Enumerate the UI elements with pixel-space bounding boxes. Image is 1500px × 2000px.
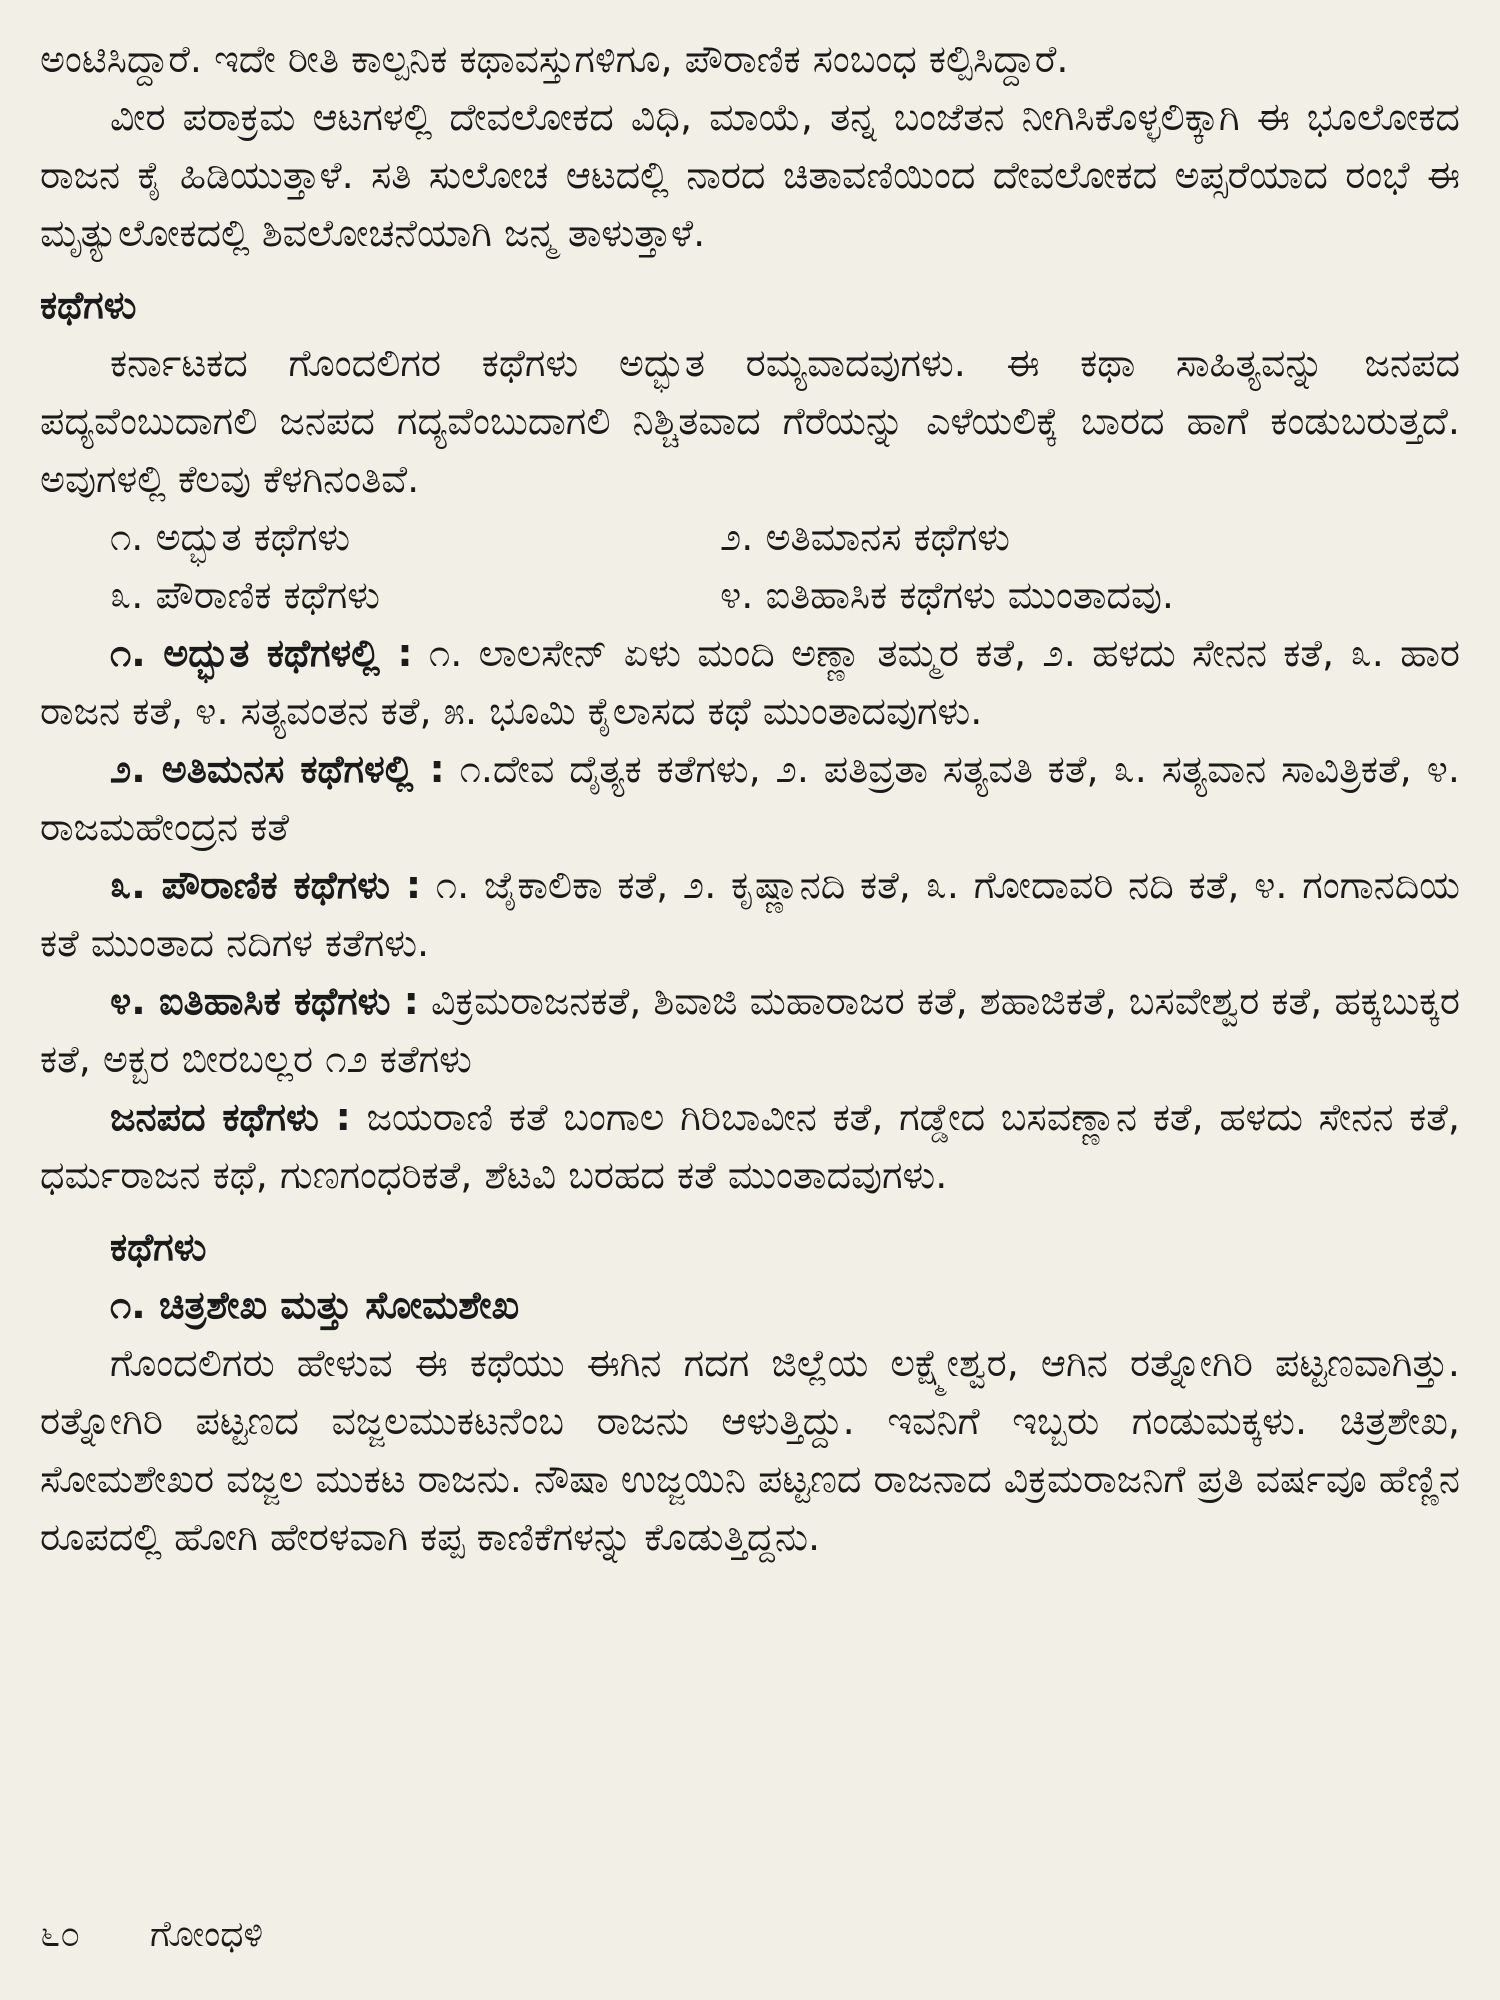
- subsection-body: ೧.ದೇವ ದೈತ್ಯಕ ಕತೆಗಳು, ೨. ಪತಿವ್ರತಾ ಸತ್ಯವತಿ ಕತೆ, ೩. ಸತ್ಯವಾನ ಸಾವಿತ್ರಿಕತೆ, ೪. ರಾಜಮಹೇಂದ್ರನ ಕತೆ: [40, 747, 1460, 849]
- subsection-lead: ೩. ಪೌರಾಣಿಕ ಕಥೆಗಳು :: [110, 863, 422, 907]
- page-number: ೬೦: [40, 1914, 81, 1955]
- book-page: [40, 30, 1460, 1960]
- subsection-janapada: [40, 1088, 1460, 1204]
- subsection-body: ವಿಕ್ರಮರಾಜನಕತೆ, ಶಿವಾಜಿ ಮಹಾರಾಜರ ಕತೆ, ಶಹಾಜಿಕತೆ, ಬಸವೇಶ್ವರ ಕತೆ, ಹಕ್ಕಬುಕ್ಕರ ಕತೆ, ಅಕ್ಬರ ಬೀರಬಲ್ಲರ ೧೨ ಕತೆಗಳು: [40, 979, 1460, 1081]
- subsection-body: ೧. ಜೈಕಾಲಿಕಾ ಕತೆ, ೨. ಕೃಷ್ಣಾನದಿ ಕತೆ, ೩. ಗೋದಾವರಿ ನದಿ ಕತೆ, ೪. ಗಂಗಾನದಿಯ ಕತೆ ಮುಂತಾದ ನದಿಗಳ ಕತೆಗಳು.: [40, 863, 1460, 965]
- subsection-lead: ಜನಪದ ಕಥೆಗಳು :: [110, 1095, 351, 1139]
- story-type-list: [40, 508, 1460, 624]
- subsection-body: ೧. ಲಾಲಸೇನ್ ಏಳು ಮಂದಿ ಅಣ್ಣಾ ತಮ್ಮರ ಕತೆ, ೨. ಹಳದು ಸೇನನ ಕತೆ, ೩. ಹಾರ ರಾಜನ ಕತೆ, ೪. ಸತ್ಯವಂತನ ಕತೆ, ೫. ಭೂಮಿ ಕೈಲಾಸದ ಕಥೆ ಮುಂತಾದವುಗಳು.: [40, 631, 1460, 733]
- running-title: ಗೋಂಧಳಿ: [150, 1914, 264, 1955]
- list-item: ೨. ಅತಿಮಾನಸ ಕಥೆಗಳು: [720, 515, 1011, 559]
- list-item: ೩. ಪೌರಾಣಿಕ ಕಥೆಗಳು: [110, 573, 380, 617]
- section-heading-kathegalu-2: ಕಥೆಗಳು: [110, 1225, 207, 1269]
- paragraph-vira-parakrama: ವೀರ ಪರಾಕ್ರಮ ಆಟಗಳಲ್ಲಿ ದೇವಲೋಕದ ವಿಧಿ, ಮಾಯೆ, ತನ್ನ ಬಂಜೆತನ ನೀಗಿಸಿಕೊಳ್ಳಲಿಕ್ಕಾಗಿ ಈ ಭೂಲೋಕದ ರಾಜನ ಕೈ ಹಿಡಿಯುತ್ತಾಳೆ. ಸತಿ ಸುಲೋಚ ಆಟದಲ್ಲಿ ನಾರದ ಚಿತಾವಣಿಯಿಂದ ದೇವಲೋಕದ ಅಪ್ಸರೆಯಾದ ರಂಭೆ ಈ ಮೃತ್ಯುಲೋಕದಲ್ಲಿ ಶಿವಲೋಚನೆಯಾಗಿ ಜನ್ಮ ತಾಳುತ್ತಾಳೆ.: [40, 95, 1460, 255]
- paragraph-continuation: ಅಂಟಿಸಿದ್ದಾರೆ. ಇದೇ ರೀತಿ ಕಾಲ್ಪನಿಕ ಕಥಾವಸ್ತುಗಳಿಗೂ, ಪೌರಾಣಿಕ ಸಂಬಂಧ ಕಲ್ಪಿಸಿದ್ದಾರೆ.: [40, 37, 1069, 81]
- subsection-body: ಜಯರಾಣಿ ಕತೆ ಬಂಗಾಲ ಗಿರಿಬಾವೀನ ಕತೆ, ಗಡ್ಡೇದ ಬಸವಣ್ಣಾನ ಕತೆ, ಹಳದು ಸೇನನ ಕತೆ, ಧರ್ಮರಾಜನ ಕಥೆ, ಗುಣಗಂಧರಿಕತೆ, ಶೆಟವಿ ಬರಹದ ಕತೆ ಮುಂತಾದವುಗಳು.: [40, 1095, 1460, 1197]
- subsection-lead: ೧. ಅದ್ಭುತ ಕಥೆಗಳಲ್ಲಿ :: [110, 631, 413, 675]
- story-title: ೧. ಚಿತ್ರಶೇಖ ಮತ್ತು ಸೋಮಶೇಖ: [110, 1283, 520, 1327]
- subsection-adbhuta: [40, 624, 1460, 740]
- subsection-lead: ೪. ಐತಿಹಾಸಿಕ ಕಥೆಗಳು :: [110, 979, 419, 1023]
- section-heading-kathegalu: ಕಥೆಗಳು: [40, 283, 137, 327]
- paragraph-karnataka-stories: ಕರ್ನಾಟಕದ ಗೊಂದಲಿಗರ ಕಥೆಗಳು ಅದ್ಭುತ ರಮ್ಯವಾದವುಗಳು. ಈ ಕಥಾ ಸಾಹಿತ್ಯವನ್ನು ಜನಪದ ಪದ್ಯವೆಂಬುದಾಗಲಿ ಜನಪದ ಗದ್ಯವೆಂಬುದಾಗಲಿ ನಿಶ್ಚಿತವಾದ ಗೆರೆಯನ್ನು ಎಳೆಯಲಿಕ್ಕೆ ಬಾರದ ಹಾಗೆ ಕಂಡುಬರುತ್ತದೆ. ಅವುಗಳಲ್ಲಿ ಕೆಲವು ಕೆಳಗಿನಂತಿವೆ.: [40, 341, 1460, 501]
- list-item: ೧. ಅದ್ಭುತ ಕಥೆಗಳು: [110, 515, 351, 559]
- subsection-pauranika: [40, 856, 1460, 972]
- page-footer: [40, 1910, 263, 1960]
- subsection-lead: ೨. ಅತಿಮನಸ ಕಥೆಗಳಲ್ಲಿ :: [110, 747, 445, 791]
- paragraph-story-body: ಗೊಂದಲಿಗರು ಹೇಳುವ ಈ ಕಥೆಯು ಈಗಿನ ಗದಗ ಜಿಲ್ಲೆಯ ಲಕ್ಷ್ಮೇಶ್ವರ, ಆಗಿನ ರತ್ನೋಗಿರಿ ಪಟ್ಟಣವಾಗಿತ್ತು. ರತ್ನೋಗಿರಿ ಪಟ್ಟಣದ ವಜ್ಜಲಮುಕಟನೆಂಬ ರಾಜನು ಆಳುತ್ತಿದ್ದು. ಇವನಿಗೆ ಇಬ್ಬರು ಗಂಡುಮಕ್ಕಳು. ಚಿತ್ರಶೇಖ, ಸೋಮಶೇಖರ ವಜ್ಜಲ ಮುಕಟ ರಾಜನು. ನೌಷಾ ಉಜ್ಜಯಿನಿ ಪಟ್ಟಣದ ರಾಜನಾದ ವಿಕ್ರಮರಾಜನಿಗೆ ಪ್ರತಿ ವರ್ಷವೂ ಹೆಣ್ಣಿನ ರೂಪದಲ್ಲಿ ಹೋಗಿ ಹೇರಳವಾಗಿ ಕಪ್ಪ ಕಾಣಿಕೆಗಳನ್ನು ಕೊಡುತ್ತಿದ್ದನು.: [40, 1341, 1460, 1559]
- subsection-atimanasa: [40, 740, 1460, 856]
- subsection-aitihasika: [40, 972, 1460, 1088]
- list-item: ೪. ಐತಿಹಾಸಿಕ ಕಥೆಗಳು ಮುಂತಾದವು.: [720, 573, 1175, 617]
